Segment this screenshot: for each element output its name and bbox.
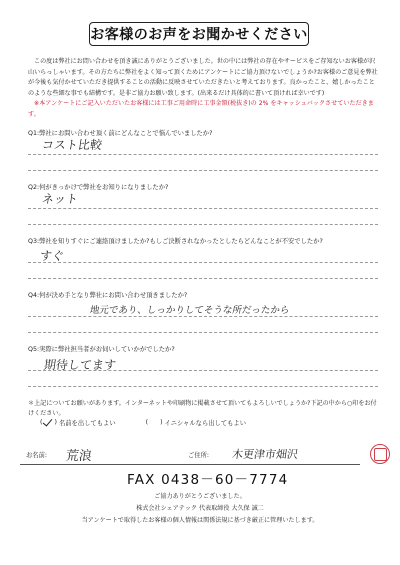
- privacy-text: 当アンケートで取得したお客様の個人情報は関係法規に基づき厳正に管理いたします。: [81, 517, 319, 524]
- name-address-row: [20, 444, 360, 465]
- question-2-answer: ネット: [40, 192, 79, 206]
- option-name-label: 名前を出してもよい: [58, 420, 116, 427]
- name-label: お名前:: [26, 452, 48, 459]
- question-3-answer: すぐ: [38, 249, 65, 263]
- address-label: ご住所:: [188, 452, 210, 459]
- checkmark-icon: [44, 419, 52, 427]
- question-4-label: Q4:何が決め手となり弊社にお問い合わせ頂きましたか?: [28, 292, 188, 299]
- consent-text: ＊上記についてお願いがあります。インターネットや印刷物に掲載させて頂いてもよろしいでしょうか?下記の中から○印をお付けください。: [28, 400, 377, 417]
- option-initial[interactable]: ( ) イニシャルなら出してもよい: [145, 419, 247, 427]
- question-2: [28, 184, 378, 206]
- question-3-label: Q3:弊社を知りすぐにご連絡頂けましたか?もしご決断されなかったとしたらどんなことが不安でしたか?: [28, 238, 323, 245]
- publish-options: [38, 418, 246, 427]
- ruled-line: [28, 170, 378, 171]
- company-text: 株式会社シェアテック 代表取締役 大久保 誠二: [136, 505, 264, 512]
- intro-block: [28, 57, 378, 121]
- thanks-text: ご協力ありがとうございました。: [154, 493, 246, 500]
- ruled-line: [28, 386, 378, 387]
- ruled-line: [28, 208, 378, 209]
- question-1-answer: コスト比較: [40, 138, 103, 152]
- question-2-label: Q2:何がきっかけで弊社をお知りになりましたか?: [28, 184, 169, 191]
- question-4-answer: 地元であり、しっかりしてそうな所だったから: [89, 305, 291, 316]
- ruled-line: [28, 278, 378, 279]
- ruled-line: [28, 154, 378, 155]
- question-5-answer: 期待してます: [42, 358, 117, 372]
- address-value: 木更津市畑沢: [231, 448, 299, 461]
- question-1: [28, 130, 378, 152]
- ruled-line: [28, 332, 378, 333]
- fax-number: FAX 0438－60－7774: [127, 472, 289, 488]
- option-initial-label: イニシャルなら出してもよい: [164, 420, 247, 427]
- question-5-label: Q5:実際に弊社担当者がお伺いしていかがでしたか?: [28, 346, 175, 353]
- question-3: [28, 238, 378, 263]
- question-5: [28, 346, 378, 372]
- ruled-line: [28, 262, 378, 263]
- seal-stamp-icon: [370, 444, 390, 464]
- page-title: お客様のお声をお聞かせください: [89, 22, 309, 46]
- ruled-line: [28, 224, 378, 225]
- ruled-line: [28, 316, 378, 317]
- cashback-note: ※本アンケートにご記入いただいたお客様には工事ご用命時に工事金額(税抜き)の 2% をキャッシュバックさせていただきます。: [28, 100, 374, 118]
- question-4: [28, 292, 378, 316]
- option-name[interactable]: ( ) 名前を出してもよい: [40, 419, 116, 427]
- intro-text: この度は弊社にお問い合わせを頂き誠にありがとうございました。世の中には弊社の存在やサービスをご存知ないお客様が沢山いらっしゃいます。その方たちに弊社をよく知って頂くためにアンケートにご協力頂けないでしょうか?お客様のご意見を弊社が今後も気付かせていただき提供することの活動に反映させていただきたいと考えております。良かったこと、嬉しかったことのような些細な事でも結構です。是非ご協力お願い致します。(出来るだけ具体的に書いて頂ければ幸いです): [28, 58, 378, 97]
- question-1-label: Q1:弊社にお問い合わせ頂く前にどんなことで悩んでいましたか?: [28, 130, 213, 137]
- name-value: 荒浪: [64, 449, 93, 464]
